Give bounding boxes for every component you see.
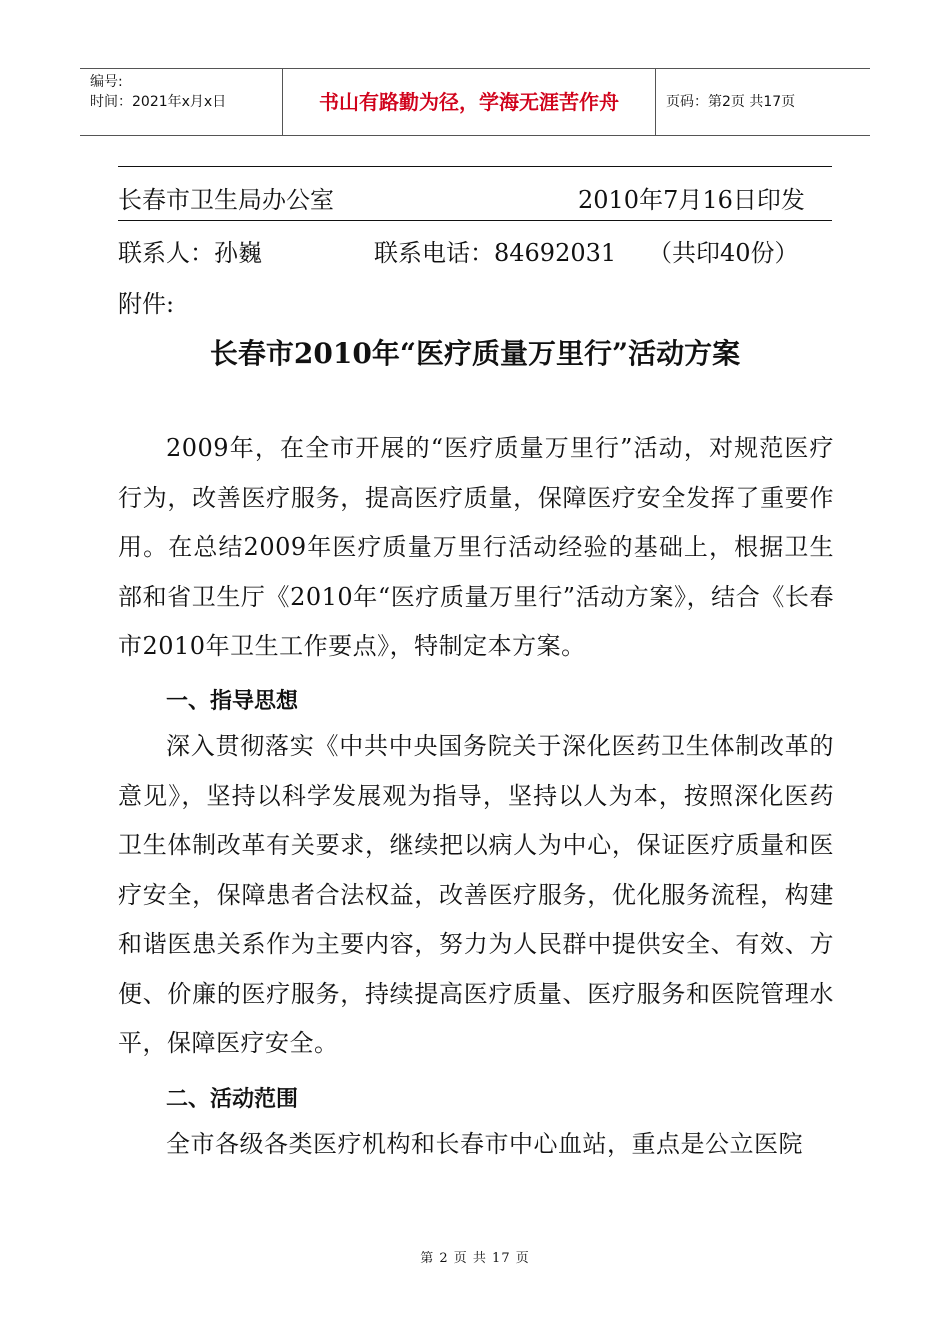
copies-count: （共印40份） (648, 239, 799, 267)
header-motto: 书山有路勤为径，学海无涯苦作舟 (282, 69, 656, 135)
section1-paragraph: 深入贯彻落实《中共中央国务院关于深化医药卫生体制改革的意见》，坚持以科学发展观为指导，坚持以人为本，按照深化医药卫生体制改革有关要求，继续把以病人为中心，保证医疗质量和医疗安全，保障患者合法权益，改善医疗服务，优化服务流程，构建和谐医患关系作为主要内容，努力为人民群中提供安全、有效、方便、价廉的医疗服务，持续提高医疗质量、医疗服务和医院管理水平，保障医疗安全。 (118, 732, 834, 1057)
page-footer: 第 2 页 共 17 页 (420, 1251, 530, 1266)
header-page-info: 页码：第2页 共17页 (666, 94, 796, 110)
issue-date: 2010年7月16日印发 (578, 186, 805, 214)
top-rule (118, 166, 832, 167)
intro-paragraph: 2009年，在全市开展的“医疗质量万里行”活动，对规范医疗行为，改善医疗服务，提高医疗质量，保障医疗安全发挥了重要作用。在总结2009年医疗质量万里行活动经验的基础上，根据卫生部和省卫生厅《2010年“医疗质量万里行”活动方案》，结合《长春市2010年卫生工作要点》，特制定本方案。 (118, 434, 834, 660)
middle-rule (118, 220, 832, 221)
attachment-label: 附件: (118, 290, 175, 318)
issuer-office: 长春市卫生局办公室 (118, 186, 334, 214)
header-time: 时间：2021年x月x日 (90, 94, 227, 110)
contact-person: 联系人：孙巍 (118, 239, 262, 267)
document-title: 长春市2010年“医疗质量万里行”活动方案 (209, 337, 741, 370)
section2-heading: 二、活动范围 (166, 1087, 299, 1112)
page-header (80, 68, 870, 136)
section1-heading: 一、指导思想 (166, 689, 299, 714)
section2-paragraph: 全市各级各类医疗机构和长春市中心血站，重点是公立医院 (166, 1130, 803, 1158)
header-meta (80, 69, 282, 135)
header-number: 编号: (90, 74, 123, 90)
contact-phone: 联系电话：84692031 (374, 239, 617, 267)
